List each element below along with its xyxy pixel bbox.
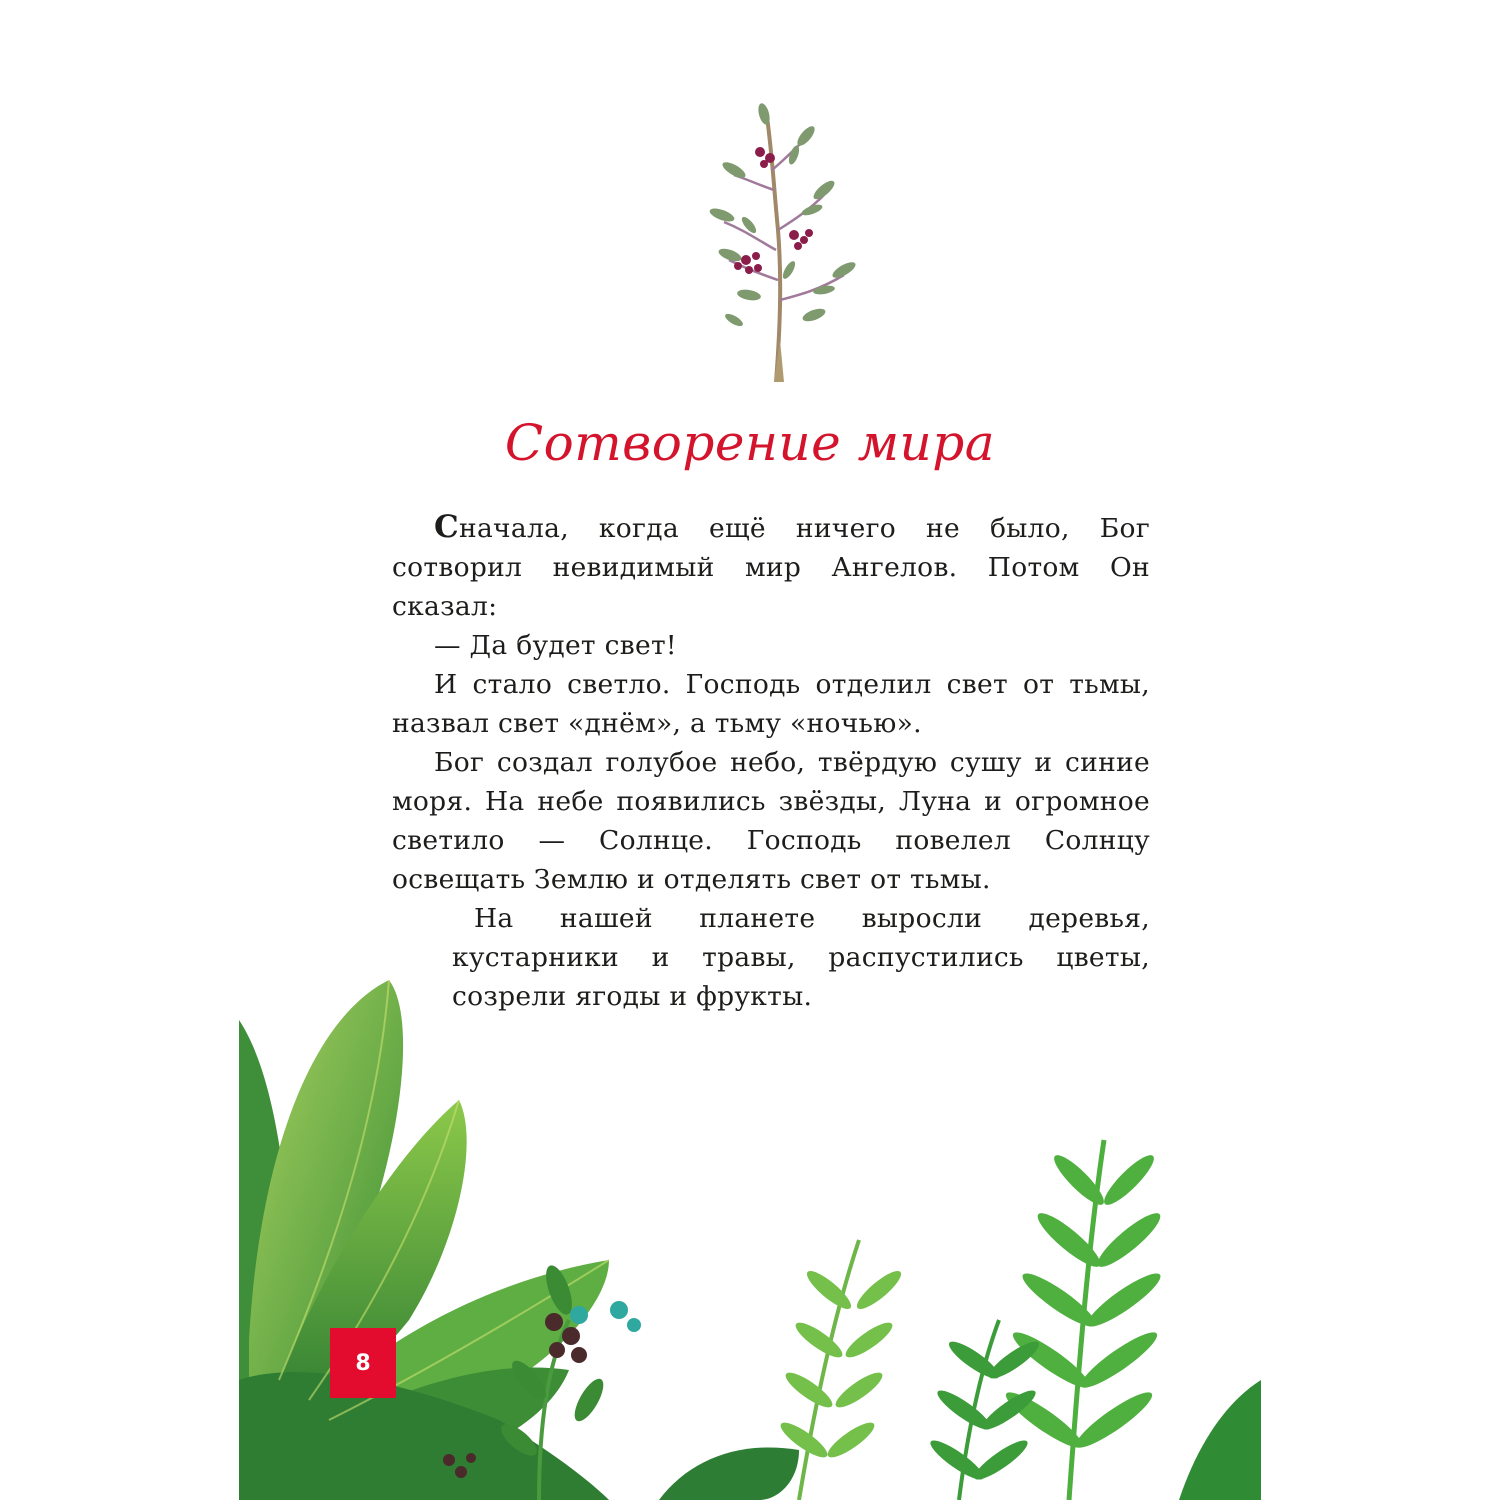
paragraph: Бог создал голубое небо, твёрдую сушу и синие моря. На небе появились звёзды, Луна и огромное светило — Солнце. Господь повелел Солнцу освещать Землю и отделять свет от тьмы. (392, 747, 1150, 895)
page-number-badge: 8 (330, 1328, 396, 1398)
foliage-illustration (239, 960, 1261, 1500)
paragraph: И стало светло. Господь отделил свет от тьмы, назвал свет «днём», а тьму «ночью». (392, 669, 1150, 739)
book-page (239, 0, 1261, 1500)
story-text (392, 508, 1150, 1016)
paragraph: Сначала, когда ещё ничего не было, Бог сотворил невидимый мир Ангелов. Потом Он сказал: (392, 509, 1150, 622)
drop-cap: С (434, 509, 459, 545)
berry-sprig-icon (694, 100, 864, 390)
paragraph: — Да будет свет! (434, 630, 677, 661)
paragraph: На нашей планете выросли деревья, кустарники и травы, распустились цветы, созрели ягоды и фрукты. (452, 903, 1150, 1012)
page-title: Сотворение мира (504, 414, 996, 472)
